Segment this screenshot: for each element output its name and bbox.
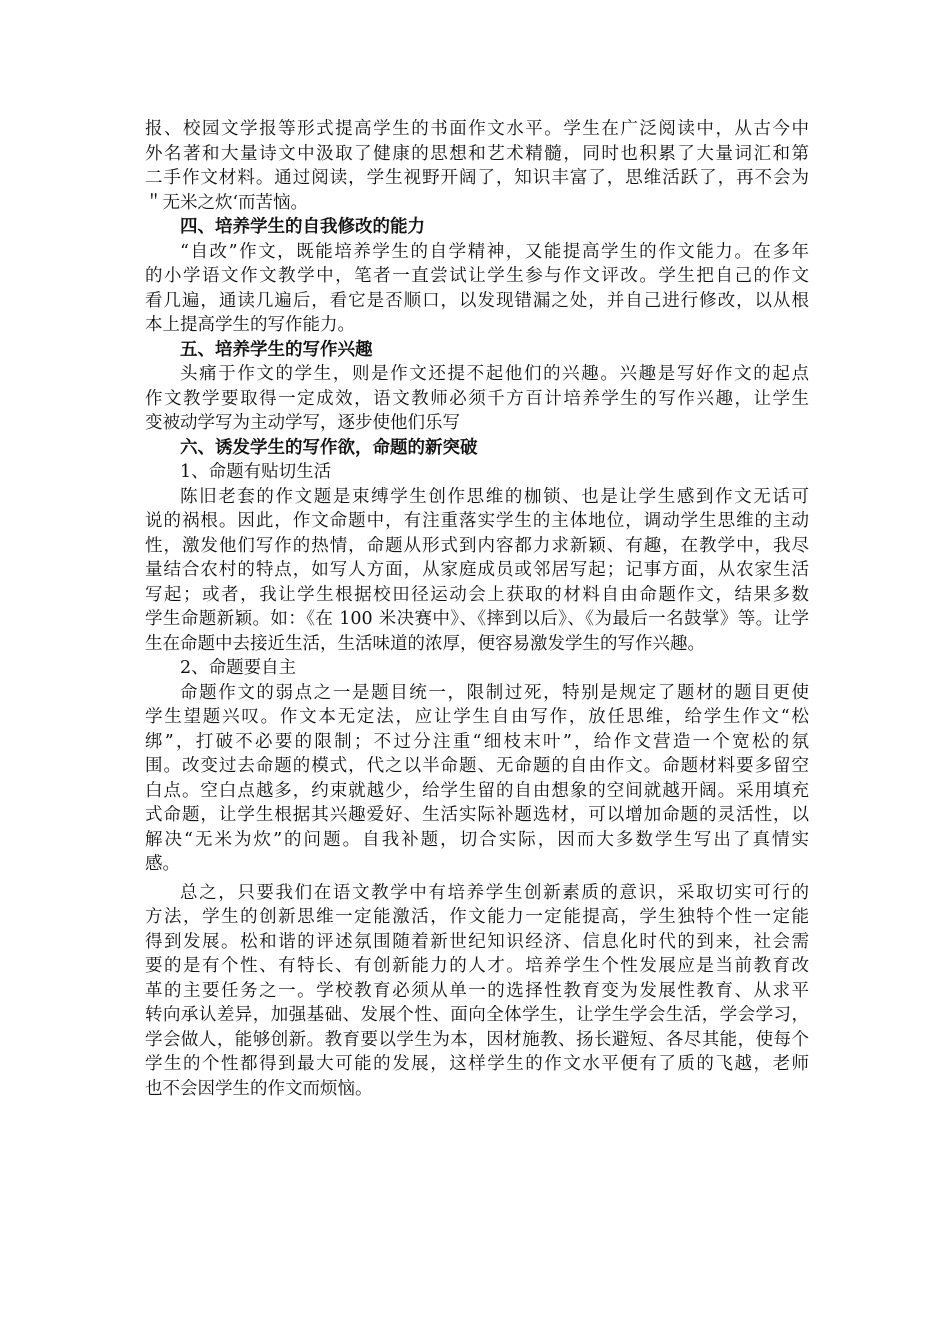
subsection-heading: 2、命题要自主 [180, 658, 297, 678]
subsection-heading: 1、命题有贴切生活 [180, 462, 332, 482]
paragraph-line: ＂无米之炊‘而苦恼。 [145, 192, 309, 213]
paragraph-line: 命题作文的弱点之一是题目统一，限制过死，特别是规定了题材的题目更使 [180, 682, 809, 703]
paragraph-line: 生在命题中去接近生活，生活味道的浓厚，便容易激发学生的写作兴趣。 [145, 633, 705, 654]
paragraph-line: 转向承认差异，加强基础、发展个性、面向全体学生，让学生学会生活，学会学习， [145, 1005, 809, 1025]
paragraph-line: 报、校园文学报等形式提高学生的书面作文水平。学生在广泛阅读中，从古今中 [145, 119, 809, 139]
paragraph-line: 解决“无米为炊”的问题。自我补题，切合实际，因而大多数学生写出了真情实 [145, 829, 809, 850]
paragraph-line: 量结合农村的特点，如写人方面，从家庭成员或邻居写起；记事方面，从农家生活 [145, 560, 809, 580]
paragraph-line: 写起；或者，我让学生根据校田径运动会上获取的材料自由命题作文，结果多数 [145, 584, 809, 605]
paragraph-line: 看几遍，通读几遍后，看它是否顺口，以发现错漏之处，并自己进行修改，以从根 [145, 290, 809, 311]
paragraph-line: 总之，只要我们在语文教学中有培养学生创新素质的意识，采取切实可行的 [180, 882, 809, 903]
paragraph-line: 学生命题新颖。如：《在 100 米决赛中》、《摔到以后》、《为最后一名鼓掌》等。让学 [145, 609, 809, 629]
paragraph-line: 革的主要任务之一。学校教育必须从单一的选择性教育变为发展性教育、从求平 [145, 980, 809, 1001]
paragraph-line: 陈旧老套的作文题是束缚学生创作思维的枷锁、也是让学生感到作文无话可 [180, 486, 809, 507]
document-body [145, 117, 809, 1101]
paragraph-line: 感。 [145, 854, 180, 874]
paragraph-line: “自改”作文，既能培养学生的自学精神，又能提高学生的作文能力。在多年 [180, 241, 809, 262]
paragraph-line: 得到发展。松和谐的评述氛围随着新世纪知识经济、信息化时代的到来，社会需 [145, 931, 809, 952]
paragraph-line: 也不会因学生的作文而烦恼。 [145, 1078, 373, 1099]
paragraph-line: 说的祸根。因此，作文命题中，有注重落实学生的主体地位，调动学生思维的主动 [145, 511, 809, 531]
section-heading: 五、培养学生的写作兴趣 [180, 339, 373, 360]
paragraph-line: 学生的个性都得到最大可能的发展，这样学生的作文水平便有了质的飞越，老师 [145, 1054, 809, 1074]
paragraph-line: 要的是有个性、有特长、有创新能力的人才。培养学生个性发展应是当前教育改 [145, 956, 809, 976]
paragraph-line: 方法，学生的创新思维一定能激活，作文能力一定能提高，学生独特个性一定能 [145, 907, 809, 927]
paragraph-line: 性，激发他们写作的热情，命题从形式到内容都力求新颖、有趣，在教学中，我尽 [145, 535, 809, 556]
paragraph-line: 围。改变过去命题的模式，代之以半命题、无命题的自由作文。命题材料要多留空 [145, 756, 809, 776]
paragraph-line: 外名著和大量诗文中汲取了健康的思想和艺术精髓，同时也积累了大量词汇和第 [145, 143, 809, 164]
paragraph-line: 白点。空白点越多，约束就越少，给学生留的自由想象的空间就越开阔。采用填充 [145, 780, 809, 801]
section-heading: 六、诱发学生的写作欲，命题的新突破 [180, 437, 478, 458]
section-heading: 四、培养学生的自我修改的能力 [180, 217, 425, 237]
paragraph-line: 变被动学写为主动学写，逐步使他们乐写 [145, 413, 460, 433]
paragraph-line: 的小学语文作文教学中，笔者一直尝试让学生参与作文评改。学生把自己的作文 [145, 266, 809, 286]
paragraph-line: 学生望题兴叹。作文本无定法，应让学生自由写作，放任思维，给学生作文“松 [145, 707, 809, 727]
paragraph-line: 头痛于作文的学生，则是作文还提不起他们的兴趣。兴趣是写好作文的起点 [180, 364, 809, 384]
paragraph-line: 式命题，让学生根据其兴趣爱好、生活实际补题选材，可以增加命题的灵活性，以 [145, 805, 809, 825]
paragraph-line: 学会做人，能够创新。教育要以学生为本，因材施教、扬长避短、各尽其能，使每个 [145, 1029, 809, 1050]
paragraph-line: 作文教学要取得一定成效，语文教师必须千方百计培养学生的写作兴趣，让学生 [145, 388, 809, 409]
paragraph-line: 本上提高学生的写作能力。 [145, 315, 355, 335]
paragraph-line: 绑”，打破不必要的限制；不过分注重“细枝末叶”，给作文营造一个宽松的氛 [145, 731, 809, 752]
paragraph-line: 二手作文材料。通过阅读，学生视野开阔了，知识丰富了，思维活跃了，再不会为 [145, 168, 809, 188]
